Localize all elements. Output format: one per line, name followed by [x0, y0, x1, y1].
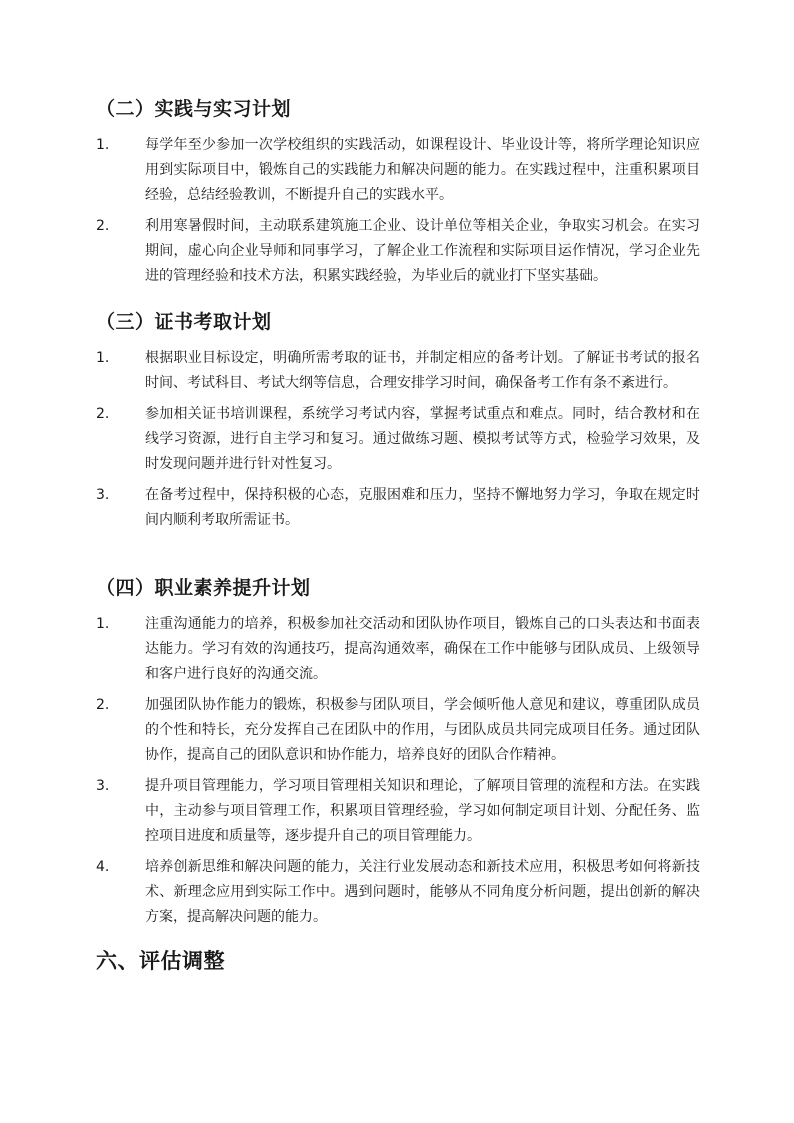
item-text: 每学年至少参加一次学校组织的实践活动，如课程设计、毕业设计等，将所学理论知识应用到实际项目中，锻炼自己的实践能力和解决问题的能力。在实践过程中，注重积累项目经验，总结经验教训，不断提升自己的实践水平。	[145, 137, 700, 203]
section-practice-internship	[96, 95, 700, 289]
list-item	[96, 133, 700, 208]
item-text: 加强团队协作能力的锻炼，积极参与团队项目，学会倾听他人意见和建议，尊重团队成员的个性和特长，充分发挥自己在团队中的作用，与团队成员共同完成项目任务。通过团队协作，提高自己的团队意识和协作能力，培养良好的团队合作精神。	[145, 697, 700, 763]
list-item	[96, 214, 700, 289]
item-text: 利用寒暑假时间，主动联系建筑施工企业、设计单位等相关企业，争取实习机会。在实习期间，虚心向企业导师和同事学习，了解企业工作流程和实际项目运作情况，学习企业先进的管理经验和技术方法，积累实践经验，为毕业后的就业打下坚实基础。	[145, 218, 700, 284]
item-text: 培养创新思维和解决问题的能力，关注行业发展动态和新技术应用，积极思考如何将新技术、新理念应用到实际工作中。遇到问题时，能够从不同角度分析问题，提出创新的解决方案，提高解决问题的能力。	[145, 859, 700, 925]
item-text: 参加相关证书培训课程，系统学习考试内容，掌握考试重点和难点。同时，结合教材和在线学习资源，进行自主学习和复习。通过做练习题、模拟考试等方式，检验学习效果，及时发现问题并进行针对性复习。	[145, 406, 700, 472]
list-item	[96, 855, 700, 930]
item-number: 2.	[96, 406, 110, 422]
section-professional-quality	[96, 574, 700, 930]
item-number: 2.	[96, 697, 110, 713]
item-text: 注重沟通能力的培养，积极参加社交活动和团队协作项目，锻炼自己的口头表达和书面表达能力。学习有效的沟通技巧，提高沟通效率，确保在工作中能够与团队成员、上级领导和客户进行良好的沟通交流。	[145, 616, 700, 682]
practice-list	[96, 133, 700, 289]
item-text: 根据职业目标设定，明确所需考取的证书，并制定相应的备考计划。了解证书考试的报名时间、考试科目、考试大纲等信息，合理安排学习时间，确保备考工作有条不紊进行。	[145, 350, 700, 391]
section-title: （三）证书考取计划	[96, 311, 272, 333]
list-item	[96, 774, 700, 849]
list-item	[96, 483, 700, 533]
item-number: 1.	[96, 616, 110, 632]
quality-list	[96, 612, 700, 930]
item-number: 3.	[96, 487, 110, 503]
item-number: 1.	[96, 350, 110, 366]
chapter-heading: 六、评估调整	[96, 949, 225, 973]
item-text: 提升项目管理能力，学习项目管理相关知识和理论，了解项目管理的流程和方法。在实践中，主动参与项目管理工作，积累项目管理经验，学习如何制定项目计划、分配任务、监控项目进度和质量等，逐步提升自己的项目管理能力。	[145, 778, 700, 844]
list-item	[96, 612, 700, 687]
section-certificate-plan	[96, 308, 700, 533]
item-text: 在备考过程中，保持积极的心态，克服困难和压力，坚持不懈地努力学习，争取在规定时间内顺利考取所需证书。	[145, 487, 700, 528]
list-item	[96, 402, 700, 477]
item-number: 4.	[96, 859, 110, 875]
item-number: 1.	[96, 137, 110, 153]
certificate-list	[96, 346, 700, 533]
list-item	[96, 693, 700, 768]
item-number: 3.	[96, 778, 110, 794]
list-item	[96, 346, 700, 396]
section-title: （四）职业素养提升计划	[96, 577, 311, 599]
item-number: 2.	[96, 218, 110, 234]
section-title: （二）实践与实习计划	[96, 98, 292, 120]
